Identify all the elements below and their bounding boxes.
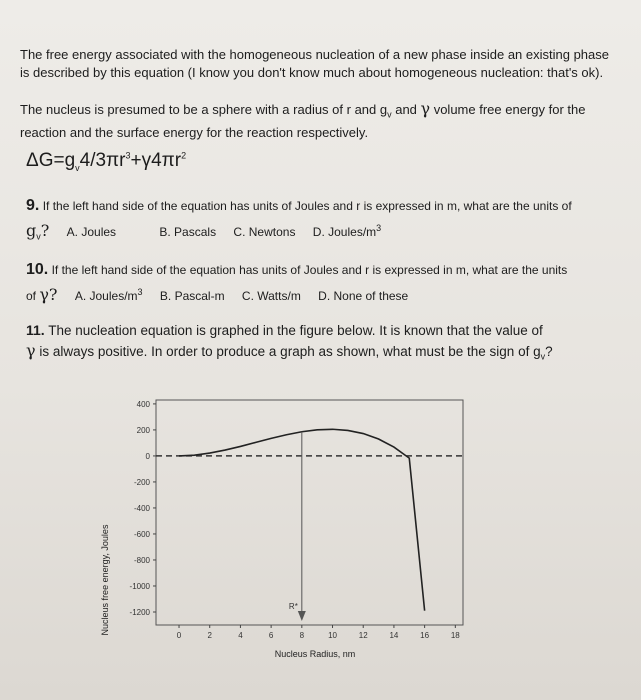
option-b: B. Pascals <box>159 225 217 239</box>
y-tick-label: -400 <box>133 503 150 513</box>
chart-svg <box>96 385 476 665</box>
intro-paragraph-2: The nucleus is presumed to be a sphere with a radius of r and $g_v$ and γ volume free energy for the reaction and the surface energy for the reaction respectively. <box>20 99 586 140</box>
option-d: D. Joules/$m^3$ <box>312 223 382 239</box>
option-b: B. Pascal-m <box>159 289 225 303</box>
question-9: 9. If the left hand side of the equation has units of Joules and r is expressed in m, what are the units of $g_v$? A. Joules B. Pascals C. Newtons D. Joules/$m^3$ <box>26 197 572 242</box>
x-tick-label: 4 <box>238 631 243 640</box>
x-axis-label: Nucleus Radius, nm <box>274 649 356 659</box>
x-tick-label: 6 <box>268 631 274 640</box>
nucleation-chart <box>96 385 476 670</box>
y-tick-label: 0 <box>145 451 150 461</box>
x-tick-label: 14 <box>389 631 399 640</box>
question-number: 9. <box>26 197 40 214</box>
x-tick-label: 8 <box>299 631 305 640</box>
x-tick-label: 2 <box>207 631 212 640</box>
y-tick-label: -1000 <box>129 581 150 591</box>
x-tick-label: 12 <box>358 631 368 640</box>
y-tick-label: -600 <box>133 529 150 539</box>
x-tick-label: 16 <box>420 631 430 640</box>
y-tick-label: -800 <box>133 555 150 565</box>
option-c: C. Watts/m <box>241 289 301 303</box>
x-tick-label: 10 <box>328 631 337 640</box>
plot-frame <box>156 400 463 625</box>
option-c: C. Newtons <box>233 225 296 239</box>
x-tick-label: 0 <box>176 631 182 640</box>
option-a: A. Joules <box>66 225 117 239</box>
y-tick-label: 200 <box>136 425 150 435</box>
option-d: D. None of these <box>318 289 409 303</box>
question-number: 10. <box>26 261 49 278</box>
question-text: If the left hand side of the equation has units of Joules and r is expressed in m, what are the units <box>51 263 568 277</box>
question-10: 10. If the left hand side of the equation has units of Joules and r is expressed in m, what are the units of γ? A. Joules/$m^3$ B. Pascal-m C. Watts/m D. None of these <box>26 261 568 304</box>
free-energy-equation: $\Delta G=g_v4/3\pi r^3+\gamma 4\pi r^2$ <box>26 150 187 173</box>
y-tick-label: -1200 <box>129 607 150 617</box>
critical-radius-label: R* <box>288 602 298 611</box>
intro-paragraph: The free energy associated with the homogeneous nucleation of a new phase inside an existing phase is described by this equation (I know you don't know much about homogeneous nucleation: that's ok). <box>20 47 609 80</box>
question-number: 11. <box>26 322 45 338</box>
question-text: If the left hand side of the equation has units of Joules and r is expressed in m, what are the units of <box>42 199 572 213</box>
question-11: 11. The nucleation equation is graphed in the figure below. It is known that the value of γ is always positive. In order to produce a graph as shown, what must be the sign of $g_v$? <box>26 322 553 362</box>
x-tick-label: 18 <box>450 631 460 640</box>
y-axis-label: Nucleus free energy, Joules <box>100 524 110 636</box>
y-tick-label: -200 <box>133 477 150 487</box>
critical-radius-arrow <box>298 611 306 621</box>
y-tick-label: 400 <box>136 399 150 409</box>
option-a: A. Joules/$m^3$ <box>74 287 143 303</box>
